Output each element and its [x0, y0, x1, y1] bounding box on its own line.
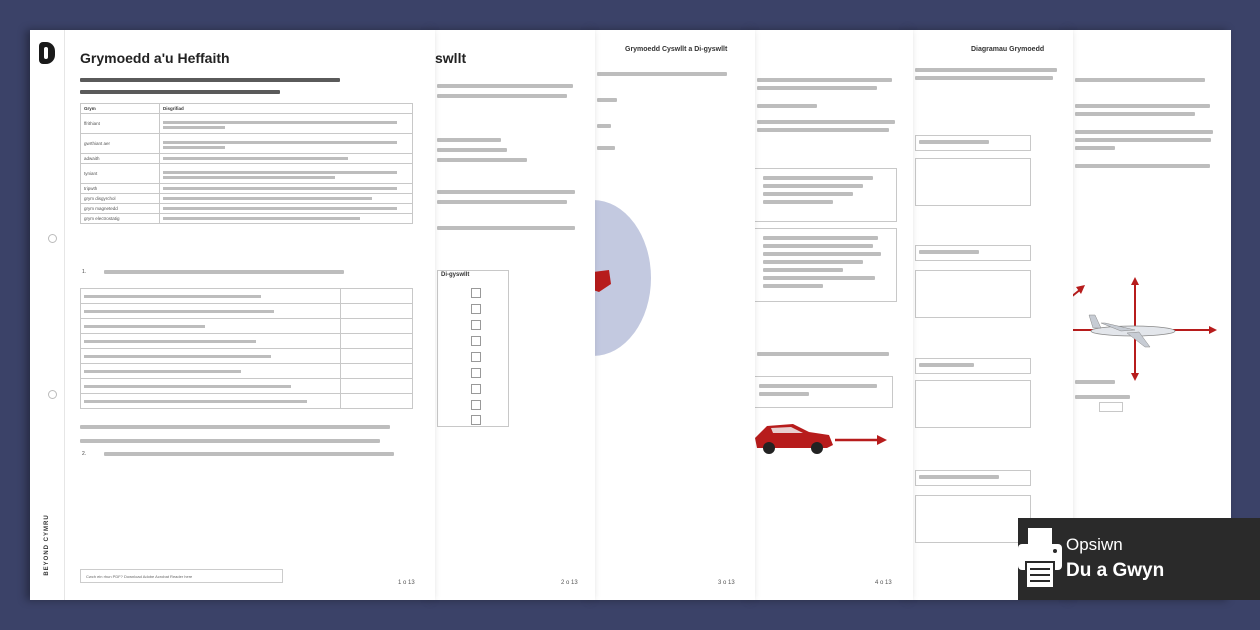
- table-cell: [341, 334, 413, 349]
- page-header: Grymoedd Cyswllt a Di-gyswllt: [625, 46, 728, 53]
- table-cell: [160, 154, 413, 164]
- page-number: 2 o 13: [561, 580, 578, 586]
- table-cell: grym disgyrchol: [81, 194, 160, 204]
- worksheet-page-4: [753, 30, 913, 600]
- page-sidebar: [30, 30, 65, 600]
- worksheet-page-6: [1071, 30, 1231, 600]
- black-and-white-option-badge: [1018, 518, 1260, 600]
- worksheet-page-2: [433, 30, 595, 600]
- table-cell: tyniant: [81, 164, 160, 184]
- worksheet-title: Grymoedd a'u Heffaith: [80, 50, 230, 66]
- question-number: 2.: [82, 451, 87, 457]
- table-cell: [160, 184, 413, 194]
- footer-note: Cwch ein rhun PDF? Download Adobe Acrobat Reader here: [80, 569, 283, 583]
- table-cell: [81, 379, 341, 394]
- page-title: swllt: [435, 50, 467, 66]
- brand-text: BEYOND CYMRU: [44, 514, 50, 576]
- table-cell: [341, 394, 413, 409]
- table-cell: [81, 319, 341, 334]
- page-number: 4 o 13: [875, 580, 892, 586]
- table-cell: [160, 204, 413, 214]
- page-header: Diagramau Grymoedd: [971, 46, 1045, 53]
- worksheet-page-3: [593, 30, 755, 600]
- worksheet-page-1: [30, 30, 435, 600]
- statements-table: [80, 288, 413, 409]
- table-cell: grym magnetedd: [81, 204, 160, 214]
- table-cell: [341, 304, 413, 319]
- table-cell: [81, 289, 341, 304]
- badge-value: Du a Gwyn: [1066, 560, 1165, 581]
- question-number: 1.: [82, 269, 87, 275]
- table-cell: [160, 194, 413, 204]
- forces-table: [80, 103, 413, 224]
- table-header: Grym: [81, 104, 160, 114]
- worksheet-page-5: [911, 30, 1073, 600]
- table-header: Disgrifiad: [160, 104, 413, 114]
- car-force-diagram: [753, 420, 893, 460]
- table-cell: [81, 349, 341, 364]
- table-cell: [341, 379, 413, 394]
- column-header: Di-gyswllt: [441, 272, 470, 278]
- table-cell: gwrthiant aer: [81, 134, 160, 154]
- table-cell: tripwth: [81, 184, 160, 194]
- hole-punch-icon: [48, 390, 57, 399]
- table-cell: ffrithiant: [81, 114, 160, 134]
- table-cell: [160, 114, 413, 134]
- table-cell: [160, 134, 413, 154]
- table-cell: [81, 364, 341, 379]
- table-cell: [341, 364, 413, 379]
- table-cell: [81, 394, 341, 409]
- table-cell: [160, 214, 413, 224]
- table-cell: grym electrostatig: [81, 214, 160, 224]
- table-cell: [341, 349, 413, 364]
- table-cell: [81, 334, 341, 349]
- aeroplane-force-diagram: [1071, 275, 1221, 385]
- table-cell: adwaith: [81, 154, 160, 164]
- table-cell: [160, 164, 413, 184]
- badge-label: Opsiwn: [1066, 535, 1123, 554]
- table-cell: [341, 319, 413, 334]
- table-cell: [81, 304, 341, 319]
- beyond-logo-icon: [39, 42, 55, 64]
- page-number: 3 o 13: [718, 580, 735, 586]
- hole-punch-icon: [48, 234, 57, 243]
- printer-icon: [1018, 524, 1062, 594]
- globe-diagram: [593, 192, 653, 362]
- table-cell: [341, 289, 413, 304]
- page-number: 1 o 13: [398, 580, 415, 586]
